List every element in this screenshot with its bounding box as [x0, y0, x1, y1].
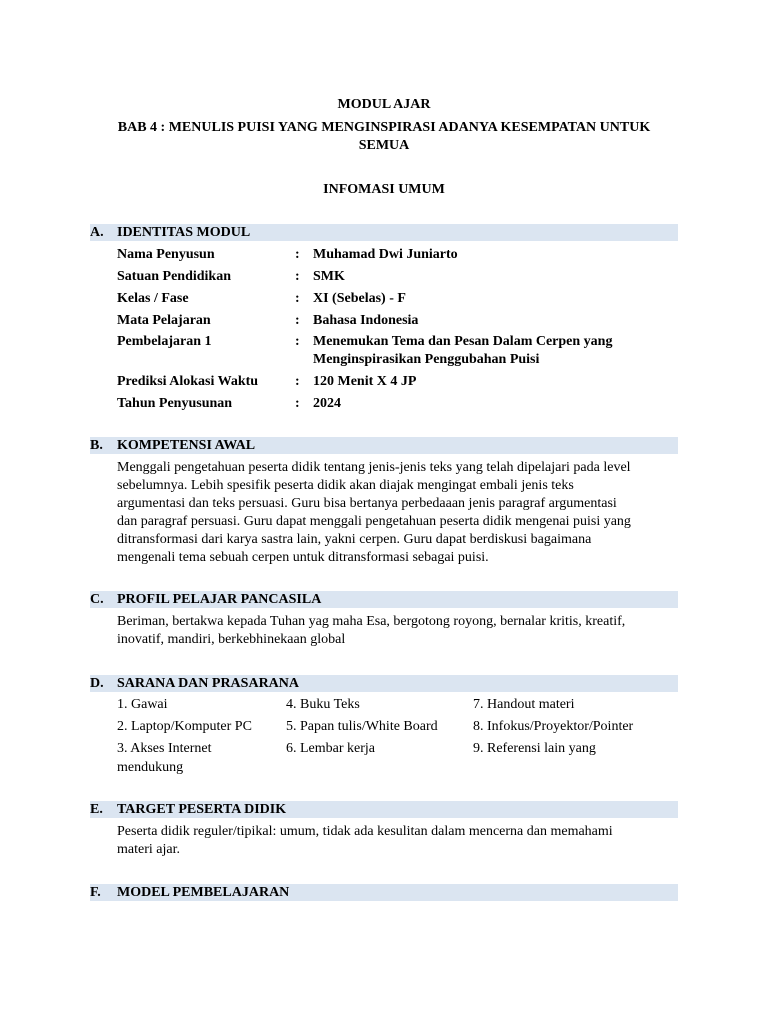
pancasila-profile-paragraph	[117, 613, 677, 649]
field-label: Prediksi Alokasi Waktu	[117, 374, 259, 389]
paragraph-line: materi ajar.	[117, 842, 180, 857]
paragraph-line: sebelumnya. Lebih spesifik peserta didik akan diajak mengingat embali jenis teks	[117, 478, 574, 493]
field-value: XI (Sebelas) - F	[313, 291, 406, 306]
paragraph-line: argumentasi dan teks persuasi. Guru bisa bertanya perbedaaan jenis paragraf argumentasi	[117, 496, 617, 511]
field-label: Tahun Penyusunan	[117, 396, 233, 411]
field-colon: :	[295, 334, 300, 349]
general-info-heading: INFOMASI UMUM	[323, 182, 445, 197]
competency-paragraph	[117, 459, 677, 567]
field-label: Pembelajaran 1	[117, 334, 212, 349]
section-title: TARGET PESERTA DIDIK	[117, 802, 287, 817]
field-colon: :	[295, 291, 300, 306]
chapter-title-line2: SEMUA	[358, 138, 410, 153]
paragraph-line: Menggali pengetahuan peserta didik tentang jenis-jenis teks yang telah dipelajari pada level	[117, 460, 631, 475]
section-title: SARANA DAN PRASARANA	[117, 676, 300, 691]
field-colon: :	[295, 269, 300, 284]
paragraph-line: inovatif, mandiri, berkebhinekaan global	[117, 632, 346, 647]
field-value: Menemukan Tema dan Pesan Dalam Cerpen yang Menginspirasikan Penggubahan Puisi	[313, 334, 613, 367]
field-value: 120 Menit X 4 JP	[313, 374, 417, 389]
field-label: Nama Penyusun	[117, 247, 215, 262]
facility-item: 1. Gawai	[117, 697, 168, 712]
facility-item: 3. Akses Internet	[117, 741, 212, 756]
field-colon: :	[295, 313, 300, 328]
field-value: Muhamad Dwi Juniarto	[313, 247, 458, 262]
chapter-title-line1: BAB 4 : MENULIS PUISI YANG MENGINSPIRASI ADANYA KESEMPATAN UNTUK	[117, 120, 651, 135]
facility-item: 2. Laptop/Komputer PC	[117, 719, 252, 734]
section-title: IDENTITAS MODUL	[117, 225, 251, 240]
field-label: Kelas / Fase	[117, 291, 189, 306]
field-value: SMK	[313, 269, 345, 284]
section-letter: F.	[90, 885, 101, 900]
section-letter: C.	[90, 592, 104, 607]
section-d-heading	[90, 675, 678, 692]
section-title: PROFIL PELAJAR PANCASILA	[117, 592, 322, 607]
section-letter: B.	[90, 438, 103, 453]
paragraph-line: ditransformasi dari karya sastra lain, yakni cerpen. Guru dapat berdiskusi bagaimana	[117, 532, 592, 547]
paragraph-line: dan paragraf persuasi. Guru dapat menggali pengetahuan peserta didik mengenai puisi yang	[117, 514, 631, 529]
section-letter: E.	[90, 802, 103, 817]
facility-item: 8. Infokus/Proyektor/Pointer	[473, 719, 634, 734]
facility-item: 7. Handout materi	[473, 697, 575, 712]
section-title: MODEL PEMBELAJARAN	[117, 885, 290, 900]
field-colon: :	[295, 396, 300, 411]
section-title: KOMPETENSI AWAL	[117, 438, 256, 453]
facility-item: 4. Buku Teks	[286, 697, 360, 712]
facility-item: 5. Papan tulis/White Board	[286, 719, 438, 734]
section-letter: A.	[90, 225, 104, 240]
field-label: Satuan Pendidikan	[117, 269, 231, 284]
paragraph-line: Peserta didik reguler/tipikal: umum, tidak ada kesulitan dalam mencerna dan memahami	[117, 824, 613, 839]
section-letter: D.	[90, 676, 104, 691]
section-a-heading	[90, 224, 678, 241]
facility-item: 9. Referensi lain yang	[473, 741, 596, 756]
paragraph-line: mengenali tema sebuah cerpen untuk ditransformasi sebagai puisi.	[117, 550, 489, 565]
field-value: 2024	[313, 396, 341, 411]
document-title: MODUL AJAR	[337, 97, 431, 112]
field-value: Bahasa Indonesia	[313, 313, 419, 328]
field-label: Mata Pelajaran	[117, 313, 211, 328]
section-b-heading	[90, 437, 678, 454]
field-colon: :	[295, 247, 300, 262]
section-c-heading	[90, 591, 678, 608]
paragraph-line: Beriman, bertakwa kepada Tuhan yag maha Esa, bergotong royong, bernalar kritis, kreatif,	[117, 614, 626, 629]
target-students-paragraph	[117, 823, 677, 859]
facility-item-continuation: mendukung	[117, 760, 184, 775]
section-e-heading	[90, 801, 678, 818]
section-f-heading	[90, 884, 678, 901]
facility-item: 6. Lembar kerja	[286, 741, 376, 756]
field-colon: :	[295, 374, 300, 389]
